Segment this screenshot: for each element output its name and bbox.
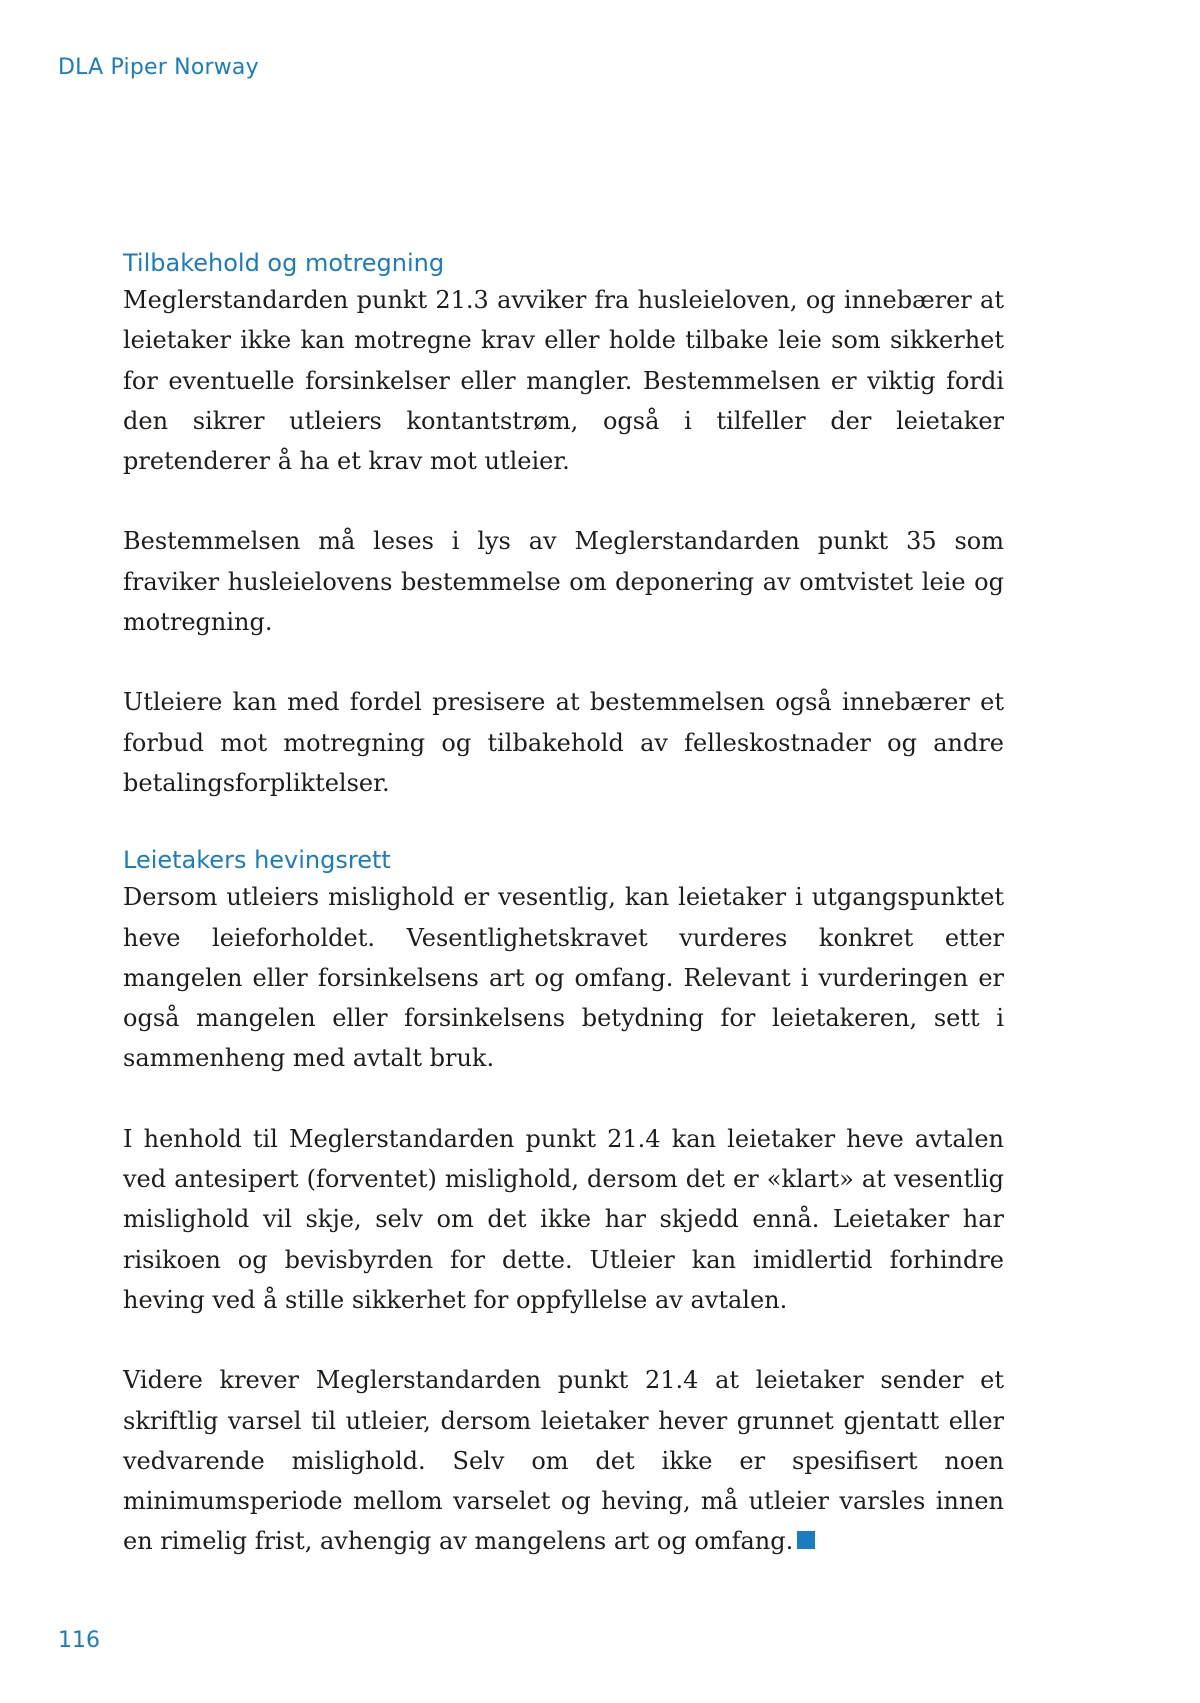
paragraph: Utleiere kan med fordel presisere at bestemmelsen også innebærer et forbud mot motregning og tilbakehold av felleskostnader og andre betalingsforpliktelser. [123,688,1004,797]
page-number: 116 [58,1628,100,1653]
paragraph: I henhold til Meglerstandarden punkt 21.4 kan leietaker heve avtalen ved antesipert (forventet) mislighold, dersom det er «klart» at vesentlig mislighold vil skje, selv om det ikke har skjedd ennå. Leietaker har risikoen og bevisbyrden for dette. Utleier kan imidlertid forhindre heving ved å stille sikkerhet for oppfyllelse av avtalen. [123,1124,1004,1314]
page-body [123,246,1004,1562]
paragraph: Bestemmelsen må leses i lys av Meglerstandarden punkt 35 som fraviker husleielovens bestemmelse om deponering av omtvistet leie og motregning. [123,527,1004,637]
section-heading-tilbakehold: Tilbakehold og motregning [123,249,445,277]
running-header: DLA Piper Norway [58,55,259,80]
section-heading-hevingsrett: Leietakers hevingsrett [123,846,391,875]
paragraph: Dersom utleiers mislighold er vesentlig, kan leietaker i utgangspunktet heve leieforholdet. Vesentlighetskravet vurderes konkret etter mangelen eller forsinkelsens art og omfang. Relevant i vurderingen er også mangelen eller forsinkelsens betydning for leietakeren, sett i sammenheng med avtalt bruk. [123,883,1004,1073]
paragraph-text: Videre krever Meglerstandarden punkt 21.4 at leietaker sender et skriftlig varsel til utleier, dersom leietaker hever grunnet gjentatt eller vedvarende mislighold. Selv om det ikke er spesifisert noen minimumsperiode mellom varselet og heving, må utleier varsles innen en rimelig frist, avhengig av mangelens art og omfang. [123,1366,1004,1556]
paragraph: Meglerstandarden punkt 21.3 avviker fra husleieloven, og innebærer at leietaker ikke kan motregne krav eller holde tilbake leie som sikkerhet for eventuelle forsinkelser eller mangler. Bestemmelsen er viktig fordi den sikrer utleiers kontantstrøm, også i tilfeller der leietaker pretenderer å ha et krav mot utleier. [123,286,1004,476]
end-of-article-square-icon [797,1531,815,1549]
last-paragraph [123,1360,1004,1561]
